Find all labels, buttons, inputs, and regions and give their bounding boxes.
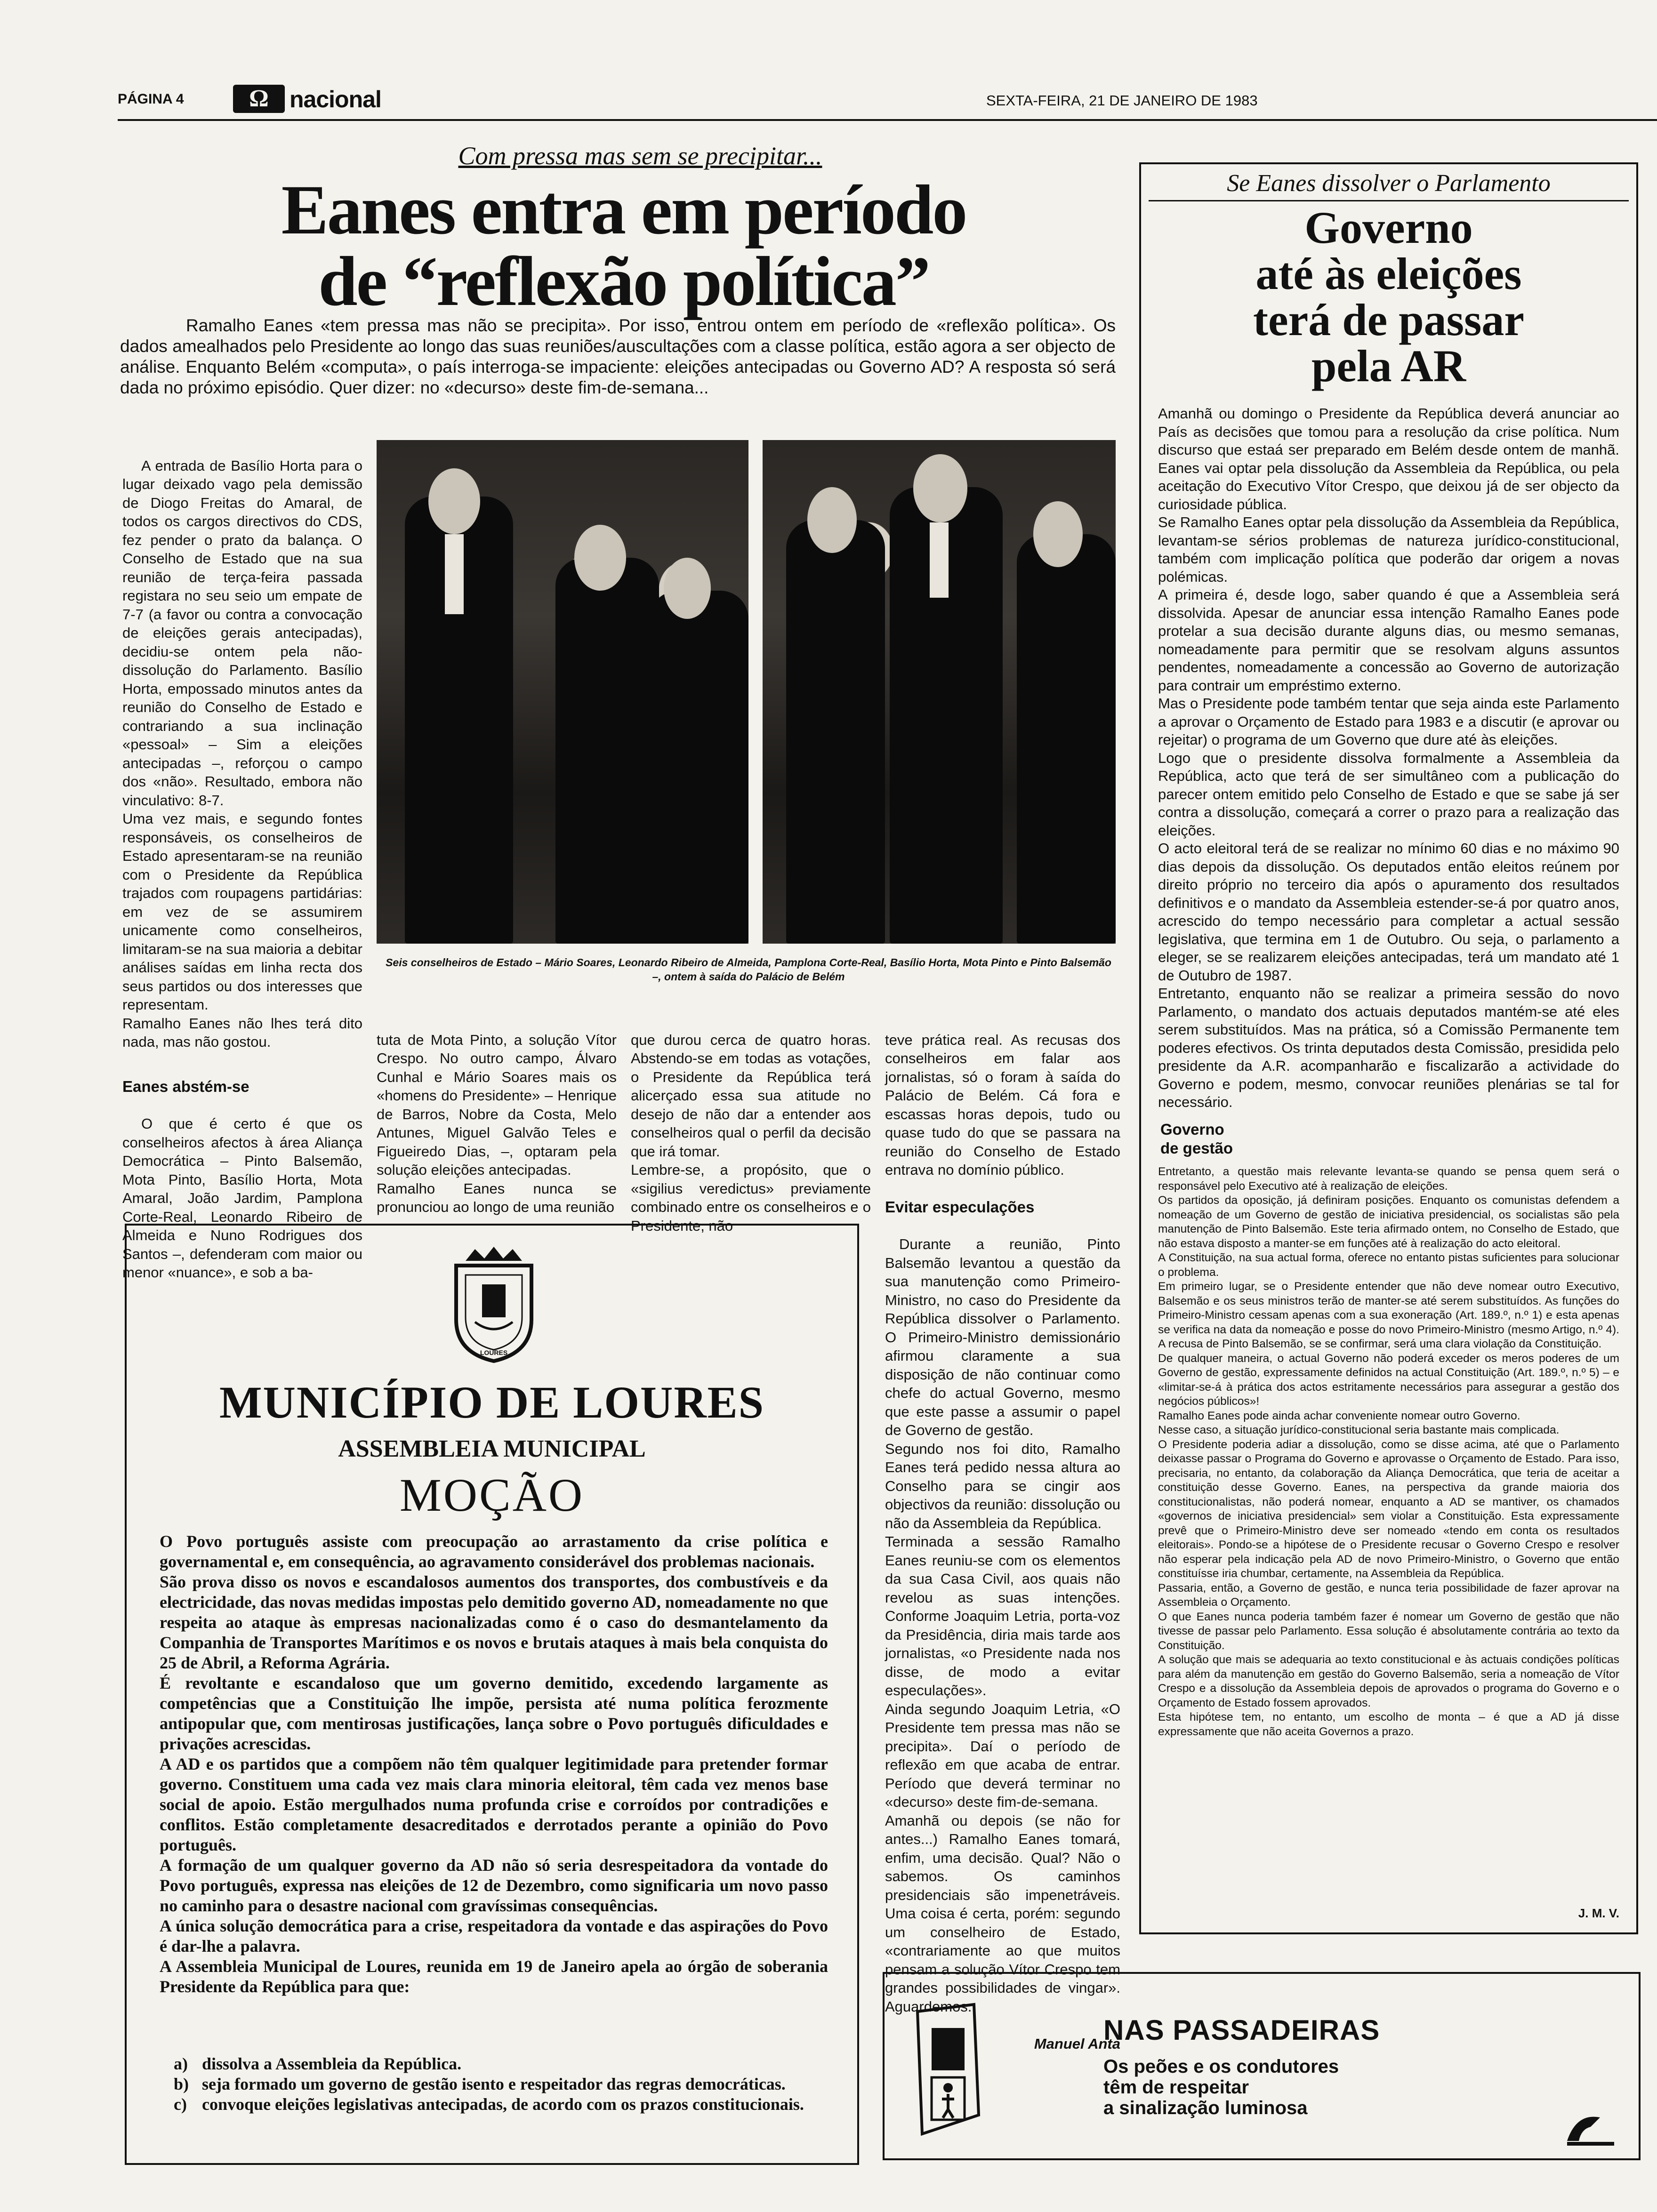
issue-date: SEXTA-FEIRA, 21 DE JANEIRO DE 1983 xyxy=(986,92,1258,109)
story-col2-text: tuta de Mota Pinto, a solução Vítor Crespo. No outro campo, Álvaro Cunhal e Mário Soares mais os «homens do Presidente» – Henrique de Barros, Nobre da Costa, Melo Antunes, Miguel Galvão Teles e Figueiredo Dias, –, optaram pela solução eleições antecipadas. Ramalho Eanes nunca se pronunciou ao longo de uma reunião xyxy=(377,1031,617,1215)
side-headline-line-1: Governo xyxy=(1304,202,1473,253)
side-headline-line-2: até às eleições xyxy=(1255,248,1522,299)
byline: Manuel Anta xyxy=(1034,2035,1120,2052)
road-safety-logo-icon xyxy=(1562,2108,1619,2150)
ad-municipio-loures xyxy=(125,1224,859,2165)
story-col3-text: que durou cerca de quatro horas. Abstendo-se em todas as votações, o Presidente da República terá alicerçado essa sua atitude no desejo de não dar a entender aos conselheiros qual o perfil da decisão que irá tomar. Lembre-se, a propósito, que o «sigilius veredictus» previamente combinado entre os conselheiros e o Presidente, não xyxy=(631,1031,871,1234)
headline-line-2: de “reflexão política” xyxy=(318,242,929,321)
story-lede: Ramalho Eanes «tem pressa mas não se precipita». Por isso, entrou ontem em período de «reflexão política». Os dados amealhados pelo Presidente ao longo das suas reuniões/auscultações com a classe política, estão agora a ser objecto de análise. Enquanto Belém «computa», o país interroga-se impaciente: eleições antecipadas ou Governo AD? A resposta só será dada no próximo episódio. Quer dizer: no «decurso» deste fim-de-semana... xyxy=(120,316,1116,397)
story-column-1 xyxy=(122,438,362,1281)
story-col1-text-b: O que é certo é que os conselheiros afectos à área Aliança Democrática – Pinto Balsemão, Mota Pinto, Basílio Horta, Mota Amaral, João Jardim, Pamplona Corte-Real, Leonardo Ribeiro de Almeida e Nuno Rodrigues dos Santos –, defenderam com maior ou menor «nuance», e sob a ba- xyxy=(122,1115,362,1281)
photo-right xyxy=(763,440,1116,944)
seal-label: LOURES xyxy=(480,1349,508,1356)
story-col4-text-b: Durante a reunião, Pinto Balsemão levantou a questão da sua manutenção como Primeiro-Ministro, no caso do Presidente da República dissolver o Parlamento. O Primeiro-Ministro demissionário afirmou claramente a sua disposição de não continuar como chefe do actual Governo, mesmo que este passe a assumir o papel de Governo de gestão. Segundo nos foi dito, Ramalho Eanes terá pedido nessa altura ao Conselho para se cingir aos objectivos da reunião: dissolução ou não da Assembleia da República. Terminada a sessão Ramalho Eanes reuniu-se com os elementos da sua Casa Civil, aos quais não revelou as suas intenções. Conforme Joaquim Letria, porta-voz da Presidência, diria mais tarde aos jornalistas, «o Presidente nada nos disse, de modo a evitar especulações». Ainda segundo Joaquim Letria, «O Presidente tem pressa mas não se precipita». Daí o período de reflexão em que acaba de entrar. Período que deverá terminar no «decurso» deste fim-de-semana. Amanhã ou depois (se não for antes...) Ramalho Eanes tomará, enfim, uma decisão. Qual? Não o sabemos. Os caminhos presidenciais são impenetráveis. Uma coisa é certa, porém: segundo um conselheiro de Estado, «contrariamente ao que muitos pensam a solução Vítor Crespo tem grandes possibilidades de vingar». Aguardemos. xyxy=(885,1236,1120,2015)
story-col4-text-a: teve prática real. As recusas dos conselheiros em falar aos jornalistas, só o foram à saída do Palácio de Belém. Cá fora e escassas horas depois, tudo ou quase tudo do que se passara na reunião do Conselho de Estado entrava no domínio público. xyxy=(885,1031,1120,1178)
section-name: nacional xyxy=(290,86,381,112)
photo-left xyxy=(377,440,748,944)
subhead-governo-gestao xyxy=(1160,1120,1233,1158)
side-headline xyxy=(1144,202,1633,391)
side-headline-line-4: pela AR xyxy=(1311,341,1466,391)
ad-passadeiras-text xyxy=(1103,2056,1339,2118)
list-item: a) dissolva a Assembleia da República. xyxy=(174,2054,462,2073)
ad-subtitle: ASSEMBLEIA MUNICIPAL xyxy=(338,1435,646,1462)
subhead-gestao-line-2: de gestão xyxy=(1160,1139,1233,1157)
photo-caption: Seis conselheiros de Estado – Mário Soares, Leonardo Ribeiro de Almeida, Pamplona Corte-Real, Basílio Horta, Mota Pinto e Pinto Balsemão –, ontem à saída do Palácio de Belém xyxy=(386,956,1111,983)
ad-passadeiras-line-3: a sinalização luminosa xyxy=(1103,2098,1308,2118)
municipal-seal-icon xyxy=(437,1240,550,1367)
traffic-light-icon xyxy=(913,2002,983,2143)
list-item: c) convoque eleições legislativas antecipadas, de acordo com os prazos constitucionais. xyxy=(174,2095,804,2114)
ad-demands-list xyxy=(174,2054,833,2115)
ad-heading: MOÇÃO xyxy=(399,1469,585,1521)
side-headline-line-3: terá de passar xyxy=(1253,295,1524,345)
ad-passadeiras-title: NAS PASSADEIRAS xyxy=(1103,2014,1380,2046)
ad-body: O Povo português assiste com preocupação ao arrastamento da crise política e governamental e, em consequência, ao agravamento considerável dos problemas nacionais. São prova disso os novos e escandalosos aumentos dos transportes, dos combustíveis e da electricidade, das novas medidas impostas pelo demitido governo AD, nomeadamente no que respeita ao ataque às empresas nacionalizadas como é o caso do desmantelamento da Companhia de Transportes Marítimos e os novos e brutais ataques à mais bela conquista do 25 de Abril, a Reforma Agrária. É revoltante e escandaloso que um governo demitido, excedendo largamente as competências que a Constituição lhe impõe, persista até numa política ferozmente antipopular que, com mentirosas justificações, lança sobre o Povo português dificuldades e privações acrescidas. A AD e os partidos que a compõem não têm qualquer legitimidade para pretender formar governo. Constituem uma cada vez mais clara minoria eleitoral, têm cada vez menos base social de apoio. Estão mergulhados numa profunda crise e corroídos por contradições e conflitos. Estão completamente desacreditados e derrotados perante a opinião do Povo português. A formação de um qualquer governo da AD não só seria desrespeitadora da vontade do Povo português, expressa nas eleições de 12 de Dezembro, como significaria um novo passo no caminho para o desastre nacional com gravíssimas consequências. A única solução democrática para a crise, respeitadora da vontade e das aspirações do Povo é dar-lhe a palavra. A Assembleia Municipal de Loures, reunida em 19 de Janeiro apela ao órgão de soberania Presidente da República para que: xyxy=(160,1532,828,1996)
page-label: PÁGINA 4 xyxy=(118,91,184,107)
publication-logo-icon: Ω xyxy=(233,85,285,113)
headline-line-1: Eanes entra em período xyxy=(281,171,966,249)
ad-title: MUNICÍPIO DE LOURES xyxy=(219,1377,765,1427)
ad-nas-passadeiras xyxy=(883,1972,1641,2160)
side-kicker-rule xyxy=(1149,200,1629,201)
ad-passadeiras-line-1: Os peões e os condutores xyxy=(1103,2056,1339,2077)
story-col1-text: A entrada de Basílio Horta para o lugar deixado vago pela demissão de Diogo Freitas do Amaral, de todos os cargos directivos do CDS, fez pender o prato da balança. O Conselho de Estado que na sua reunião de terça-feira passada registara no seu seio um empate de 7-7 (a favor ou contra a convocação de eleições gerais antecipadas), decidiu-se ontem pela não-dissolução do Parlamento. Basílio Horta, empossado minutos antes da reunião do Conselho de Estado e contrariando a sua inclinação «pessoal» – Sim a eleições antecipadas –, reforçou o campo dos «não». Resultado, embora não vinculativo: 8-7. Uma vez mais, e segundo fontes responsáveis, os conselheiros de Estado apresentaram-se na reunião com o Presidente da República trajados com roupagens partidárias: em vez de se assumirem unicamente como conselheiros, limitaram-se na sua maioria a debitar análises saídas em linha recta dos seus partidos ou dos interesses que representam. Ramalho Eanes não lhes terá dito nada, mas não gostou. xyxy=(122,457,362,1050)
subhead-eanes-abstem: Eanes abstém-se xyxy=(122,1078,249,1095)
list-item: b) seja formado um governo de gestão isento e respeitador das regras democráticas. xyxy=(174,2075,786,2093)
story-headline xyxy=(118,171,1130,321)
story-column-2 xyxy=(377,1012,617,1215)
side-body-a: Amanhã ou domingo o Presidente da República deverá anunciar ao País as decisões que tomou para a resolução da crise política. Num discurso que estaá ser preparado em Belém desde ontem de manhã. Eanes vai optar pela dissolução da Assembleia da República, ou pela aceitação do Executivo Vítor Crespo, que deixou já de ser objecto da curiosidade pública. Se Ramalho Eanes optar pela dissolução da Assembleia da República, levantam-se sérios problemas de natureza jurídico-constitucional, também com implicação política que poderão dar origem a novas polémicas. A primeira é, desde logo, saber quando é que a Assembleia será dissolvida. Apesar de anunciar essa intenção Ramalho Eanes pode protelar a sua decisão durante alguns dias, ou mesmo semanas, nomeadamente para permitir que se resolvam alguns assuntos pendentes, nomeadamente a concessão ao Governo de autorização para contrair um empréstimo externo. Mas o Presidente pode também tentar que seja ainda este Parlamento a aprovar o Orçamento de Estado para 1983 e a discutir (e aprovar ou rejeitar) o programa de um Governo que dure até às eleições. Logo que o presidente dissolva formalmente a Assembleia da República, acto que terá de ser simultâneo com a publicação do parecer ontem emitido pelo Conselho de Estado e que se sabe já ser contra a dissolução, começará a correr o prazo para a realização das eleições. O acto eleitoral terá de se realizar no mínimo 60 dias e no máximo 90 dias depois da dissolução. Os deputados então eleitos reúnem por direito próprio no terceiro dia após o apuramento dos resultados definitivos e o mandato da Assembleia estender-se-á por quatro anos, acrescido do tempo necessário para completar a actual sessão legislativa, que termina em 1 de Outubro. Ou seja, o parlamento a eleger, se se realizarem eleições antecipadas, terá um mandato até 1 de Outubro de 1987. Entretanto, enquanto não se realizar a primeira sessão do novo Parlamento, o mandato dos actuais deputados mantém-se até eles serem substituídos. Mas na prática, só a Comissão Permanente tem poderes efectivos. Os trinta deputados desta Comissão, presidida pelo presidente da A.R. acompanharão e fiscalizarão a actividade do Governo e podem, mesmo, convocar reuniões plenárias se tal for necessário. xyxy=(1158,405,1619,1110)
subhead-gestao-line-1: Governo xyxy=(1160,1121,1224,1138)
ad-passadeiras-line-2: têm de respeitar xyxy=(1103,2077,1249,2098)
masthead xyxy=(118,85,1483,113)
masthead-rule xyxy=(118,119,1657,121)
story-kicker: Com pressa mas sem se precipitar... xyxy=(458,142,822,170)
side-signature: J. M. V. xyxy=(1578,1906,1619,1920)
story-column-4 xyxy=(885,1012,1120,2052)
story-column-3 xyxy=(631,1012,871,1234)
side-body-b: Entretanto, a questão mais relevante levanta-se quando se pensa quem será o responsável pelo Executivo até à realização de eleições. Os partidos da oposição, já definiram posições. Enquanto os comunistas defendem a nomeação de um Governo de gestão de iniciativa presidencial, os socialistas são pela manutenção de Pinto Balsemão. Este teria afirmado ontem, no Conselho de Estado, que não estava disposto a manter-se em funções até à realização do acto eleitoral. A Constituição, na sua actual forma, oferece no entanto pistas suficientes para solucionar o problema. Em primeiro lugar, se o Presidente entender que não deve nomear outro Executivo, Balsemão e os seus ministros terão de manter-se até serem substituídos. As funções do Primeiro-Ministro cessam apenas com a sua exoneração (Art. 189.º, n.º 1) e esta apenas se verifica na data da nomeação e posse do novo Primeiro-Ministro (mesmo Artigo, n.º 4). A recusa de Pinto Balsemão, se se confirmar, será uma clara violação da Constituição. De qualquer maneira, o actual Governo não poderá exceder os meros poderes de um Governo de gestão, expressamente definidos na actual Constituição (Art. 189.º, n.º 5) – e «limitar-se-á à prática dos actos estritamente necessários para assegurar a gestão dos negócios públicos»! Ramalho Eanes pode ainda achar conveniente nomear outro Governo. Nesse caso, a situação jurídico-constitucional seria bastante mais complicada. O Presidente poderia adiar a dissolução, como se disse acima, até que o Parlamento deixasse passar o Programa do Governo e aprovasse o Orçamento de Estado. Para isso, precisaria, no entanto, da colaboração da Aliança Democrática, que teria de aceitar a constituição desse Governo. Eanes, na perspectiva da grande maioria dos constitucionalistas, não poderá nomear, enquanto a AD se mantiver, os chamados «governos de iniciativa presidencial» sem violar a Constituição. Esta expressamente prevê que o Primeiro-Ministro deve ser nomeado «tendo em conta os resultados eleitorais». Pondo-se a hipótese de o Presidente recusar o Governo Crespo e resolver não esperar pela indicação pela AD de novo Primeiro-Ministro, o Governo que então constituísse iria chumbar, certamente, na Assembleia da República. Passaria, então, a Governo de gestão, e nunca teria possibilidade de fazer aprovar na Assembleia o Orçamento. O que Eanes nunca poderia também fazer é nomear um Governo de gestão que não tivesse de passar pelo Parlamento. Essa solução é absolutamente contrária ao texto da Constituição. A solução que mais se adequaria ao texto constitucional e às actuais condições políticas para além da manutenção em gestão do Governo Balsemão, seria a nomeação de Vítor Crespo e a dissolução da Assembleia depois de aprovados o programa do Governo e o Orçamento de Estado fossem aprovados. Esta hipótese tem, no entanto, um escolho de monta – é que a AD já disse expressamente que não aceita Governos a prazo. xyxy=(1158,1165,1619,1738)
subhead-evitar-especulacoes: Evitar especulações xyxy=(885,1198,1035,1216)
side-kicker: Se Eanes dissolver o Parlamento xyxy=(1227,170,1551,197)
